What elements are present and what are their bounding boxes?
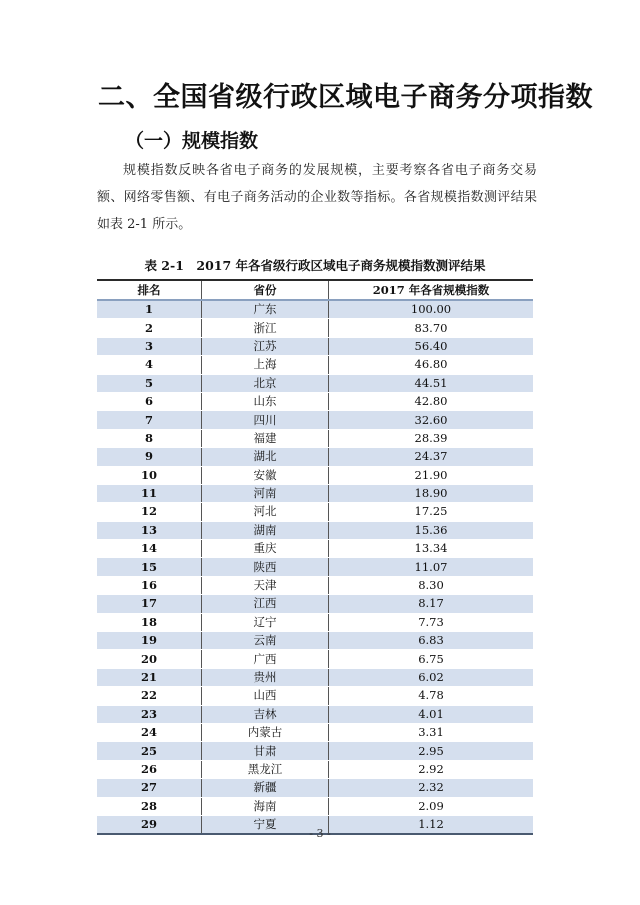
cell-index: 32.60 [329,411,534,429]
cell-province: 安徽 [202,466,329,484]
cell-province: 天津 [202,576,329,594]
cell-index: 46.80 [329,356,534,374]
cell-rank: 7 [97,411,202,429]
cell-index: 56.40 [329,337,534,355]
table-row [97,613,533,631]
cell-index: 24.37 [329,448,534,466]
cell-rank: 23 [97,705,202,723]
page-number: - 3 - [309,827,331,840]
header-rank: 排名 [97,280,202,300]
cell-index: 8.30 [329,576,534,594]
intro-paragraph [97,157,537,238]
cell-index: 100.00 [329,300,534,319]
paragraph-text: 规模指数反映各省电子商务的发展规模，主要考察各省电子商务交易额、网络零售额、有电子商务活动的企业数等指标。各省规模指数测评结果如表 2-1 所示。 [97,163,537,232]
cell-rank: 13 [97,521,202,539]
cell-province: 河北 [202,503,329,521]
cell-index: 28.39 [329,429,534,447]
cell-rank: 11 [97,484,202,502]
cell-index: 2.95 [329,742,534,760]
table-body [97,300,533,834]
cell-rank: 29 [97,815,202,834]
cell-index: 17.25 [329,503,534,521]
cell-rank: 6 [97,392,202,410]
cell-province: 广东 [202,300,329,319]
cell-rank: 19 [97,632,202,650]
cell-rank: 9 [97,448,202,466]
cell-rank: 2 [97,319,202,337]
cell-index: 7.73 [329,613,534,631]
table-row [97,576,533,594]
cell-rank: 8 [97,429,202,447]
cell-province: 云南 [202,632,329,650]
cell-index: 11.07 [329,558,534,576]
cell-index: 1.12 [329,815,534,834]
cell-province: 甘肃 [202,742,329,760]
cell-index: 42.80 [329,392,534,410]
cell-rank: 20 [97,650,202,668]
cell-rank: 10 [97,466,202,484]
table-row [97,687,533,705]
cell-index: 3.31 [329,723,534,741]
cell-rank: 21 [97,668,202,686]
cell-rank: 18 [97,613,202,631]
cell-province: 黑龙江 [202,760,329,778]
table-row [97,392,533,410]
cell-index: 8.17 [329,595,534,613]
cell-province: 湖北 [202,448,329,466]
cell-rank: 28 [97,797,202,815]
table-row [97,337,533,355]
table-row [97,356,533,374]
cell-index: 6.83 [329,632,534,650]
table-row [97,779,533,797]
cell-rank: 3 [97,337,202,355]
table-row [97,448,533,466]
cell-province: 重庆 [202,540,329,558]
cell-index: 21.90 [329,466,534,484]
cell-index: 2.09 [329,797,534,815]
cell-rank: 12 [97,503,202,521]
cell-rank: 5 [97,374,202,392]
table-row [97,521,533,539]
cell-index: 15.36 [329,521,534,539]
table-row [97,595,533,613]
table-row [97,632,533,650]
cell-rank: 4 [97,356,202,374]
cell-province: 北京 [202,374,329,392]
table-caption: 表 2-1 2017 年各省级行政区域电子商务规模指数测评结果 [144,258,486,273]
table-row [97,300,533,319]
cell-province: 浙江 [202,319,329,337]
cell-index: 6.75 [329,650,534,668]
cell-rank: 14 [97,540,202,558]
cell-province: 贵州 [202,668,329,686]
cell-province: 陕西 [202,558,329,576]
cell-index: 4.01 [329,705,534,723]
cell-index: 2.92 [329,760,534,778]
section-heading: 二、全国省级行政区域电子商务分项指数 [98,82,593,113]
cell-rank: 22 [97,687,202,705]
table-row [97,503,533,521]
cell-rank: 16 [97,576,202,594]
cell-index: 83.70 [329,319,534,337]
cell-province: 宁夏 [202,815,329,834]
cell-index: 44.51 [329,374,534,392]
cell-rank: 1 [97,300,202,319]
header-province: 省份 [202,280,329,300]
table-row [97,484,533,502]
cell-province: 内蒙古 [202,723,329,741]
scale-index-table [97,279,533,835]
table-row [97,760,533,778]
cell-index: 2.32 [329,779,534,797]
cell-rank: 17 [97,595,202,613]
subsection-heading: （一）规模指数 [125,130,259,152]
cell-province: 江苏 [202,337,329,355]
cell-province: 河南 [202,484,329,502]
cell-province: 湖南 [202,521,329,539]
cell-province: 山西 [202,687,329,705]
table-row [97,411,533,429]
cell-index: 13.34 [329,540,534,558]
cell-rank: 15 [97,558,202,576]
table-row [97,429,533,447]
table-row [97,668,533,686]
cell-province: 上海 [202,356,329,374]
table-row [97,650,533,668]
cell-rank: 26 [97,760,202,778]
table-row [97,319,533,337]
cell-province: 新疆 [202,779,329,797]
table-row [97,558,533,576]
cell-rank: 24 [97,723,202,741]
cell-index: 18.90 [329,484,534,502]
table-row [97,742,533,760]
cell-province: 广西 [202,650,329,668]
cell-province: 四川 [202,411,329,429]
cell-province: 福建 [202,429,329,447]
cell-index: 4.78 [329,687,534,705]
cell-index: 6.02 [329,668,534,686]
table-header-row [97,280,533,300]
cell-province: 辽宁 [202,613,329,631]
header-index: 2017 年各省规模指数 [329,280,534,300]
cell-rank: 25 [97,742,202,760]
table-row [97,797,533,815]
cell-rank: 27 [97,779,202,797]
cell-province: 海南 [202,797,329,815]
cell-province: 山东 [202,392,329,410]
table-row [97,374,533,392]
table-row [97,540,533,558]
table-row [97,705,533,723]
cell-province: 吉林 [202,705,329,723]
table-row [97,723,533,741]
cell-province: 江西 [202,595,329,613]
table-row [97,466,533,484]
